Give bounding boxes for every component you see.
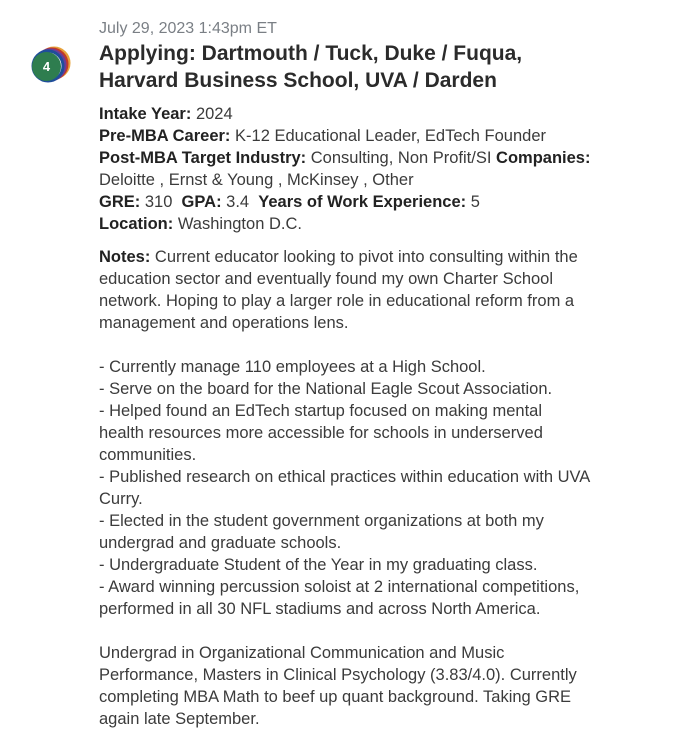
location-value: Washington D.C. bbox=[177, 215, 302, 233]
avatar-count: 4 bbox=[42, 59, 51, 74]
notes-text: Performance, Masters in Clinical Psychology (3.83/4.0). Currently bbox=[99, 666, 577, 684]
notes-bullet-cont: undergrad and graduate schools. bbox=[99, 534, 342, 552]
companies-row bbox=[99, 169, 644, 191]
gpa-value: 3.4 bbox=[226, 193, 250, 211]
notes-text: again late September. bbox=[99, 710, 260, 728]
pre-mba-label: Pre-MBA Career: bbox=[99, 127, 231, 145]
notes-text: completing MBA Math to beef up quant background. Taking GRE bbox=[99, 688, 572, 706]
location-label: Location: bbox=[99, 215, 174, 233]
post-title bbox=[99, 40, 644, 94]
avatar-count-badge bbox=[32, 52, 61, 81]
notes-bullet: - Award winning percussion soloist at 2 international competitions, bbox=[99, 578, 580, 596]
notes-bullet-cont: Curry. bbox=[99, 490, 143, 508]
pre-mba-row bbox=[99, 125, 644, 147]
work-value: 5 bbox=[470, 193, 480, 211]
location-row bbox=[99, 213, 644, 235]
notes-label: Notes: bbox=[99, 248, 151, 266]
post-timestamp: July 29, 2023 1:43pm ET bbox=[99, 20, 277, 37]
gre-value: 310 bbox=[144, 193, 173, 211]
post-content bbox=[99, 18, 644, 730]
notes-text: education sector and eventually found my own Charter School bbox=[99, 270, 554, 288]
notes-bullet-cont: performed in all 30 NFL stadiums and across North America. bbox=[99, 600, 541, 618]
scores-row bbox=[99, 191, 644, 213]
notes-bullet: - Serve on the board for the National Eagle Scout Association. bbox=[99, 380, 553, 398]
notes-text: management and operations lens. bbox=[99, 314, 349, 332]
user-avatar[interactable] bbox=[30, 43, 70, 83]
work-label: Years of Work Experience: bbox=[258, 193, 467, 211]
notes-bullet: - Published research on ethical practices within education with UVA bbox=[99, 468, 591, 486]
notes-bullet: - Undergraduate Student of the Year in my graduating class. bbox=[99, 556, 538, 574]
notes-bullet: - Currently manage 110 employees at a High School. bbox=[99, 358, 486, 376]
gre-label: GRE: bbox=[99, 193, 141, 211]
notes-text: network. Hoping to play a larger role in educational reform from a bbox=[99, 292, 575, 310]
post-notes bbox=[99, 246, 644, 730]
notes-text: Undergrad in Organizational Communication and Music bbox=[99, 644, 505, 662]
intake-row bbox=[99, 103, 644, 125]
notes-bullet-cont: communities. bbox=[99, 446, 197, 464]
paragraph-gap bbox=[99, 620, 644, 642]
companies-label: Companies: bbox=[496, 149, 591, 167]
post-title-line-2: Harvard Business School, UVA / Darden bbox=[99, 69, 497, 92]
intake-value: 2024 bbox=[195, 105, 233, 123]
pre-mba-value: K-12 Educational Leader, EdTech Founder bbox=[235, 127, 546, 145]
post-mba-value: Consulting, Non Profit/SI bbox=[310, 149, 492, 167]
gpa-label: GPA: bbox=[181, 193, 222, 211]
companies-value: Deloitte , Ernst & Young , McKinsey , Other bbox=[99, 171, 414, 189]
post-mba-label: Post-MBA Target Industry: bbox=[99, 149, 307, 167]
post-title-line-1: Applying: Dartmouth / Tuck, Duke / Fuqua, bbox=[99, 42, 523, 65]
notes-text: Current educator looking to pivot into consulting within the bbox=[150, 248, 578, 266]
notes-bullet: - Helped found an EdTech startup focused on making mental bbox=[99, 402, 543, 420]
post-mba-row bbox=[99, 147, 644, 169]
notes-bullet-cont: health resources more accessible for schools in underserved bbox=[99, 424, 543, 442]
notes-bullet: - Elected in the student government organizations at both my bbox=[99, 512, 544, 530]
intake-label: Intake Year: bbox=[99, 105, 192, 123]
notes-intro-line bbox=[99, 246, 644, 268]
profile-details bbox=[99, 103, 644, 235]
paragraph-gap bbox=[99, 334, 644, 356]
